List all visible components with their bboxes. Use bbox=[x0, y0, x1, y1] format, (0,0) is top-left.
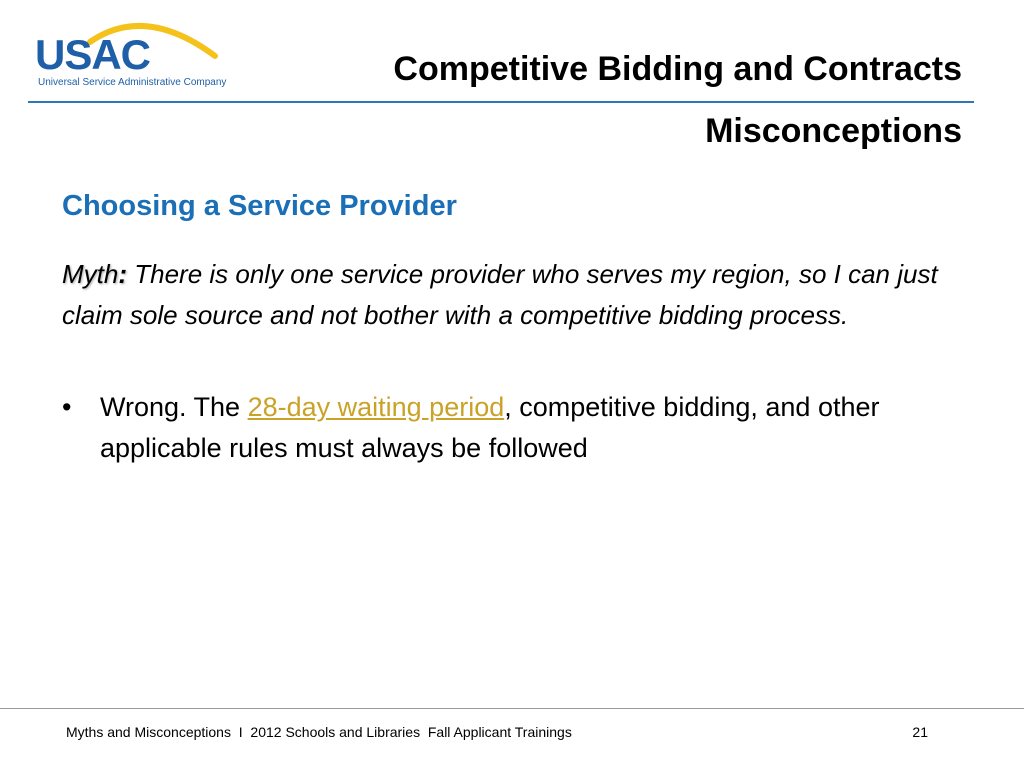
bullet-text-after-link: , competitive bidding, and other applicable rules must always be followed bbox=[100, 392, 880, 463]
footer-divider bbox=[0, 708, 1024, 709]
bullet-text bbox=[100, 387, 962, 469]
myth-text: There is only one service provider who serves my region, so I can just claim sole source and not bother with a competitive bidding process. bbox=[62, 259, 938, 330]
title-divider bbox=[28, 101, 974, 103]
logo-tagline: Universal Service Administrative Company bbox=[38, 77, 227, 88]
bullet-marker: • bbox=[62, 392, 72, 422]
section-subtitle: Choosing a Service Provider bbox=[62, 190, 457, 222]
logo-wordmark: USAC bbox=[35, 31, 151, 78]
usac-logo bbox=[30, 14, 230, 94]
myth-statement bbox=[62, 254, 962, 336]
myth-label: Myth bbox=[62, 259, 119, 289]
page-number: 21 bbox=[912, 724, 928, 740]
slide-title-line2: Misconceptions bbox=[705, 112, 962, 150]
slide-title-line1: Competitive Bidding and Contracts bbox=[393, 50, 962, 88]
waiting-period-link[interactable]: 28-day waiting period bbox=[247, 392, 505, 422]
bullet-text-before-link: Wrong. The bbox=[100, 392, 248, 422]
bullet-item bbox=[62, 387, 962, 469]
myth-colon: : bbox=[118, 259, 128, 289]
footer-text: Myths and Misconceptions I 2012 Schools and Libraries Fall Applicant Trainings bbox=[66, 724, 572, 740]
